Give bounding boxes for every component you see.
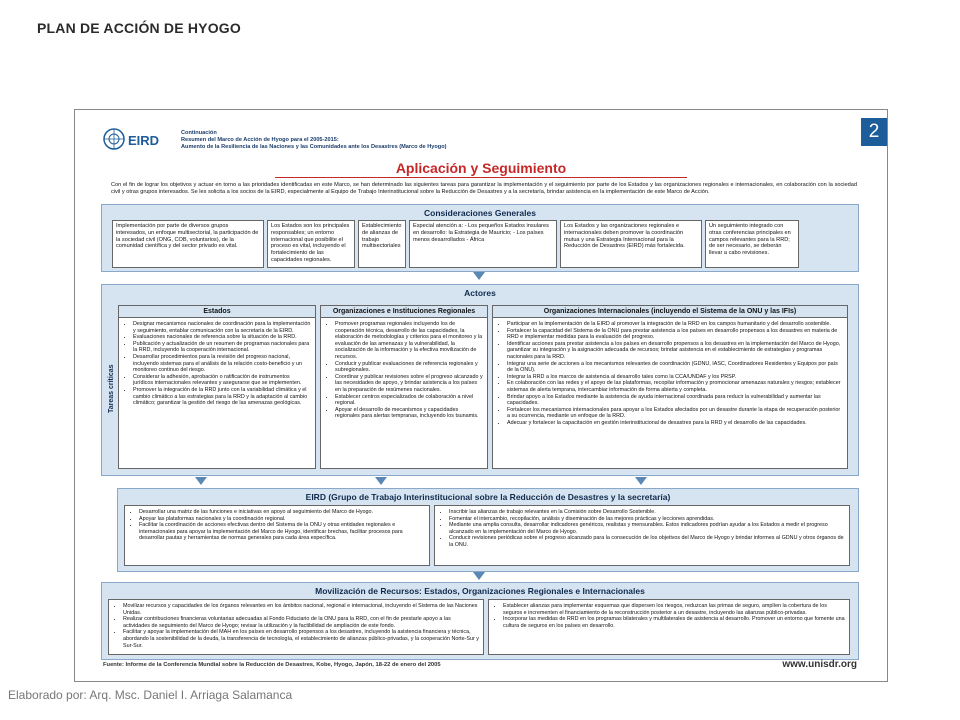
list-item: • Fortalecer los mecanismos internacionales para apoyar a los Estados afectados por un desastre durante la etapa de recuperación posterior a su ocurrencia, mediante un enfoque de la RRD.: [507, 407, 843, 420]
list-item: • Promover programas regionales incluyendo los de cooperación técnica, desarrollo de las capacidades, la elaboración de metodologías y criterios para el monitoreo y la evaluación de las amenazas y la vulnerabilidad, la socialización de la información y la efectiva movilización de recursos.: [335, 321, 483, 361]
page-number: 2: [861, 118, 887, 146]
list-item: • Desarrollar procedimientos para la revisión del progreso nacional, incluyendo sistemas para el análisis de la relación costo-beneficio y un monitoreo continuo del riesgo.: [133, 354, 311, 374]
list-item: • Publicación y actualización de un resumen de programas nacionales para la RRD, incluyendo la cooperación internacional.: [133, 341, 311, 354]
list-item: • Integrar la RRD a los marcos de asistencia al desarrollo tales como la CCA/UNDAF y los PRSP.: [507, 374, 843, 381]
header-line: Continuación: [181, 130, 217, 136]
resources-left-box: [108, 599, 484, 655]
header-line: Aumento de la Resiliencia de las Naciones y las Comunidades ante los Desastres (Marco de Hyogo): [181, 144, 447, 150]
consideration-box: Especial atención a: - Los pequeños Estados insulares en desarrollo: la Estrategia de Mauricio; - Los países menos desarrollados - África: [409, 220, 557, 268]
actor-column-states: [118, 305, 316, 469]
list-item: • Considerar la adhesión, aprobación o ratificación de instrumentos jurídicos internacionales relevantes y asegurarse que se implementen.: [133, 374, 311, 387]
document-image: [74, 109, 888, 682]
consideration-box: Un seguimiento integrado con otras conferencias principales en campos relevantes para la RRD; de ser necesario, se deberán llevar a cabo revisiones.: [705, 220, 799, 268]
considerations-title: Consideraciones Generales: [424, 208, 536, 218]
eird-left-box: [124, 505, 430, 566]
list-item: • Realizar contribuciones financieras voluntarias adecuadas al Fondo Fiduciario de la ONU para la RRD, con el fin de prestarle apoyo a las actividades de seguimiento del Marco de Hyogo; revisar la utilización y la factibilidad de ampliación de este fondo.: [123, 616, 479, 629]
list-item: • Designar mecanismos nacionales de coordinación para la implementación y seguimiento, entablar comunicación con la secretaría de la EIRD.: [133, 321, 311, 334]
list-item: • Adecuar y fortalecer la capacitación en gestión interinstitucional de desastres para la RRD y el desarrollo de las capacidades.: [507, 420, 843, 427]
resources-section: [101, 582, 859, 660]
down-arrow-icon: [473, 572, 485, 580]
list-item: • Establecer centros especializados de colaboración a nivel regional.: [335, 394, 483, 407]
down-arrow-icon: [375, 477, 387, 485]
source-url: www.unisdr.org: [782, 659, 857, 670]
author-footer: Elaborado por: Arq. Msc. Daniel I. Arriaga Salamanca: [8, 688, 293, 702]
list-item: • Coordinar y publicar revisiones sobre el progreso alcanzado y las necesidades de apoyo, y brindar asistencia a los países en la preparación de resúmenes nacionales.: [335, 374, 483, 394]
list-item: • Evaluaciones nacionales de referencia sobre la situación de la RRD.: [133, 334, 311, 341]
list-item: • Incorporar las medidas de RRD en los programas bilaterales y multilaterales de asistencia al desarrollo. Promover un entorno que fomente una cultura de seguros en los países en desarrollo.: [503, 616, 845, 629]
actors-section: [101, 284, 859, 476]
actor-column-regional: [320, 305, 488, 469]
column-title: Estados: [119, 306, 315, 318]
list-item: • Conducir y publicar evaluaciones de referencia regionales y subregionales.: [335, 361, 483, 374]
list-item: • Participar en la implementación de la EIRD al promover la integración de la RRD en los campos humanitario y del desarrollo sostenible.: [507, 321, 843, 328]
down-arrow-icon: [635, 477, 647, 485]
eird-title: EIRD (Grupo de Trabajo Interinstitucional sobre la Reducción de Desastres y la secretaría): [305, 492, 671, 502]
down-arrow-icon: [195, 477, 207, 485]
actor-column-international: [492, 305, 848, 469]
eird-right-box: [434, 505, 850, 566]
slide-title: PLAN DE ACCIÓN DE HYOGO: [37, 20, 241, 36]
logo-text: EIRD: [128, 133, 160, 148]
consideration-box: Establecimiento de alianzas de trabajo multisectoriales: [358, 220, 406, 268]
consideration-box: Los Estados son los principales responsables; un entorno internacional que posibilite el proceso es vital, incluyendo el fortalecimiento de las capacidades regionales.: [267, 220, 355, 268]
critical-tasks-label: Tareas críticas: [108, 364, 115, 413]
consideration-box: Los Estados y las organizaciones regionales e internacionales deben promover la coordinación mutua y una Estrategia Internacional para la Reducción de Desastres (EIRD) más fortalecida.: [560, 220, 702, 268]
column-title: Organizaciones e Instituciones Regionales: [321, 306, 487, 318]
list-item: • Facilitar y apoyar la implementación del MAH en los países en desarrollo propensos a los desastres, incluyendo la asistencia financiera y técnica, abordando la sostenibilidad de la deuda, la transferencia de tecnología, el establecimiento de alianzas público-privadas, y la cooperación Norte-Sur y Sur-Sur.: [123, 629, 479, 649]
list-item: • Establecer alianzas para implementar esquemas que dispersen los riesgos, reduzcan las primas de seguro, amplíen la cobertura de los seguros e incrementen el financiamiento de la reconstrucción posterior a un desastre, incluyendo las alianzas público-privadas.: [503, 603, 845, 616]
list-item: • Apoyar el desarrollo de mecanismos y capacidades regionales para alertas tempranas, incluyendo los tsunamis.: [335, 407, 483, 420]
column-title: Organizaciones Internacionales (incluyendo el Sistema de la ONU y las IFIs): [493, 306, 847, 318]
list-item: • Identificar acciones para prestar asistencia a los países en desarrollo propensos a los desastres en la implementación del Marco de Hyogo, garantizar su integración y la asignación adecuada de recursos; brindar asistencia en el establecimiento de estrategias y programas nacionales para la RRD.: [507, 341, 843, 361]
list-item: • Apoyar las plataformas nacionales y la coordinación regional.: [139, 516, 425, 523]
document-header: [181, 130, 446, 151]
list-item: • Conducir revisiones periódicas sobre el progreso alcanzado para la consecución de los objetivos del Marco de Hyogo y brindar informes al GDNU y otros órganos de la ONU.: [449, 535, 845, 548]
main-title: Aplicación y Seguimiento: [395, 160, 567, 176]
resources-right-box: [488, 599, 850, 655]
considerations-section: [101, 204, 859, 272]
actors-title: Actores: [464, 288, 496, 298]
list-item: • Fortalecer la capacidad del Sistema de la ONU para prestar asistencia a los países en desarrollo propensos a los desastres en materia de RRD e implementar medidas para la evaluación del progreso.: [507, 328, 843, 341]
list-item: • Inscribir las alianzas de trabajo relevantes en la Comisión sobre Desarrollo Sostenible.: [449, 509, 845, 516]
list-item: • Facilitar la coordinación de acciones efectivas dentro del Sistema de la ONU y otras entidades regionales e internacionales para apoyar la implementación del Marco de Hyogo, identificar brechas, facilitar procesos para desarrollar pautas y herramientas de normas generales para cada área específica.: [139, 522, 425, 542]
consideration-box: Implementación por parte de diversos grupos interesados, un enfoque multisectorial, la participación de la sociedad civil (ONG, COB, voluntarios), de la comunidad científica y del sector privado es vital.: [112, 220, 264, 268]
down-arrow-icon: [473, 272, 485, 280]
list-item: • Promover la integración de la RRD junto con la variabilidad climática y el cambio climático a las estrategias para la RRD y la adaptación al cambio climático; garantizar la gestión del riesgo de las amenazas geológicas.: [133, 387, 311, 407]
resources-title: Movilización de Recursos: Estados, Organizaciones Regionales e Internacionales: [315, 586, 645, 596]
header-line: Resumen del Marco de Acción de Hyogo para el 2005-2015:: [181, 137, 339, 143]
list-item: • En colaboración con las redes y el apoyo de las plataformas, recopilar información y promocionar amenazas naturales y riesgos; establecer sistemas de alerta temprana, intercambiar información de forma abierta y completa.: [507, 380, 843, 393]
list-item: • Integrar una serie de acciones a los mecanismos relevantes de coordinación (GDNU, IASC, Coordinadores Residentes y Equipos por país de la ONU).: [507, 361, 843, 374]
list-item: • Movilizar recursos y capacidades de los órganos relevantes en los ámbitos nacional, regional e internacional, incluyendo el Sistema de las Naciones Unidas.: [123, 603, 479, 616]
un-eird-logo: [103, 126, 163, 152]
intro-text: Con el fin de lograr los objetivos y actuar en torno a las prioridades identificadas en este Marco, se han determinado las siguientes tareas para garantizar la implementación y el seguimiento por parte de los Estados y las organizaciones regionales e internacionales, en colaboración con la sociedad civil y otras grupos interesados. Se les solicita a los socios de la EIRD, especialmente al Equipo de Trabajo Interinstitucional sobre la Reducción de Desastres y a la secretaría, brindar asistencia en la implementación de este Marco de Acción.: [111, 182, 857, 195]
eird-section: [117, 488, 859, 572]
title-underline: [275, 177, 687, 178]
list-item: • Brindar apoyo a los Estados mediante la asistencia de ayuda internacional coordinada para reducir la vulnerabilidad y aumentar las capacidades.: [507, 394, 843, 407]
list-item: • Mediante una amplia consulta, desarrollar indicadores genéricos, realistas y mensurables. Estos indicadores podrían ayudar a los Estados a medir el progreso alcanzado en la implementación del Marco de Hyogo.: [449, 522, 845, 535]
list-item: • Fomentar el intercambio, recopilación, análisis y diseminación de las mejores prácticas y lecciones aprendidas.: [449, 516, 845, 523]
source-note: Fuente: Informe de la Conferencia Mundial sobre la Reducción de Desastres, Kobe, Hyogo, Japón, 18-22 de enero del 2005: [103, 662, 441, 668]
list-item: • Desarrollar una matriz de las funciones e iniciativas en apoyo al seguimiento del Marco de Hyogo.: [139, 509, 425, 516]
